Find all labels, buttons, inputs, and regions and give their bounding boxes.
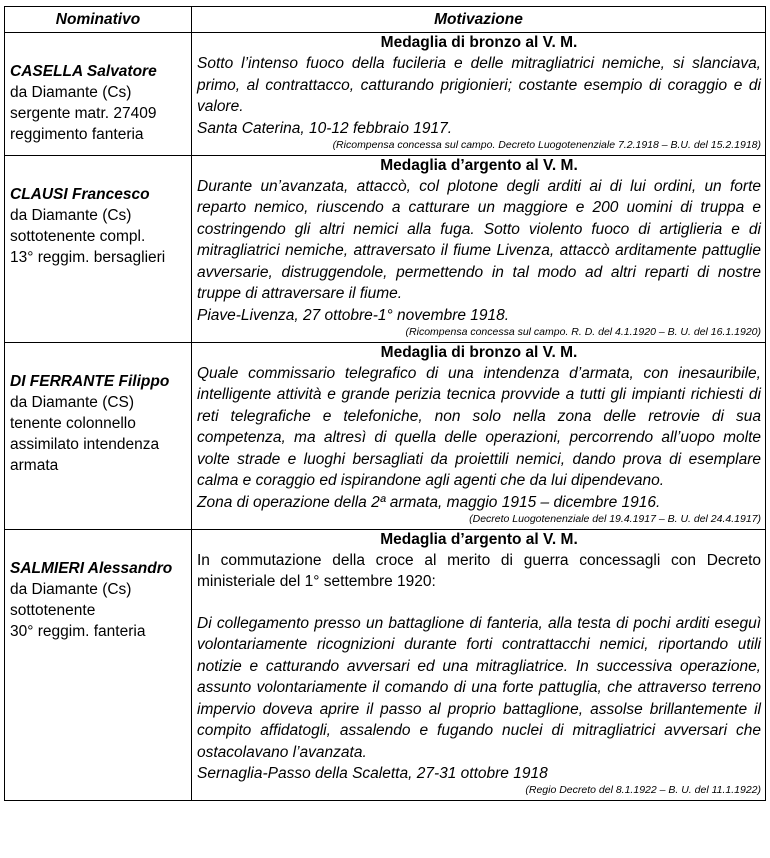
person-unit: reggimento fanteria: [10, 126, 144, 143]
person-origin: da Diamante (Cs): [10, 580, 132, 598]
motivazione-cell: [192, 342, 766, 529]
nominativo-cell: [5, 33, 192, 156]
citation-place-date: Santa Caterina, 10-12 febbraio 1917.: [197, 119, 453, 137]
table-header-row: [5, 7, 766, 33]
medal-title: Medaglia d’argento al V. M.: [380, 156, 578, 174]
decree-reference: (Ricompensa concessa sul campo. Decreto Luogotenenziale 7.2.1918 – B.U. del 15.2.1918): [332, 138, 761, 151]
person-name: SALMIERI Alessandro: [10, 559, 173, 577]
person-rank: tenente colonnello: [10, 414, 136, 432]
person-origin: da Diamante (CS): [10, 393, 135, 411]
citation-text: Durante un’avanzata, attaccò, col plotone degli arditi ai di lui ordini, un forte reparto nemico, riuscendo a catturare un maggiore e 200 uomini di truppa e costringendo gli altri nemici alla fuga. Sotto violento fuoco di artiglieria e di mitragliatrici nemiche, attraversato il fiume Livenza, attaccò arditamente pattuglie avversarie, distruggendole, permettendo in tal modo ad altri reparti di nostre truppe di attraversare il fiume.: [197, 177, 761, 302]
column-header-nominativo: Nominativo: [5, 7, 192, 33]
motivazione-cell: [192, 155, 766, 342]
nominativo-cell: [5, 342, 192, 529]
citation-text: Quale commissario telegrafico di una intendenza d’armata, con inesauribile, intelligente attività e grande perizia tecnica provvide a tutti gli impianti richiesti di reti telegrafiche e telefoniche, non solo nella zona delle retrovie di sua competenza, ma altresì di quella delle operazioni, percorrendo all’uopo molte volte strade e luoghi bersagliati da proiettili nemici, dando prova di esemplare calma e coraggio ed ispirandone agli agenti che da lui dipendevano.: [197, 364, 761, 489]
citation-place-date: Sernaglia-Passo della Scaletta, 27-31 ottobre 1918: [197, 765, 548, 782]
motivazione-cell: [192, 33, 766, 156]
person-name: DI FERRANTE Filippo: [10, 372, 170, 390]
decree-reference: (Regio Decreto del 8.1.1922 – B. U. del 11.1.1922): [525, 784, 761, 796]
table-row: [5, 342, 766, 529]
citation-intro: In commutazione della croce al merito di guerra concessagli con Decreto ministeriale del 1° settembre 1920:: [197, 551, 761, 590]
table-row: [5, 529, 766, 801]
nominativo-cell: [5, 155, 192, 342]
person-name: CASELLA Salvatore: [10, 63, 157, 80]
person-unit: 30° reggim. fanteria: [10, 622, 146, 640]
citation-text: Di collegamento presso un battaglione di fanteria, alla testa di pochi arditi eseguì volontariamente ricognizioni durante forti contrattacchi nemici, riportando utili notizie e catturando avversari ed una mitragliatrice. In successiva operazione, assunto volontariamente il comando di una forte pattuglia, che attraverso terreno impervio doveva aprire il passo al proprio battaglione, assolse brillantemente il compito affidatogli, assalendo e fugando nuclei di mitragliatrici avversari che ostacolavano l’avanzata.: [197, 614, 761, 761]
person-unit: 13° reggim. bersaglieri: [10, 248, 166, 266]
person-unit: assimilato intendenza armata: [10, 435, 160, 474]
person-rank: sergente matr. 27409: [10, 105, 157, 122]
person-rank: sottotenente compl.: [10, 227, 146, 245]
medal-title: Medaglia di bronzo al V. M.: [380, 34, 578, 51]
citation-place-date: Piave-Livenza, 27 ottobre-1° novembre 1918.: [197, 306, 510, 324]
person-name: CLAUSI Francesco: [10, 185, 150, 203]
medal-title: Medaglia d’argento al V. M.: [380, 530, 578, 548]
medal-title: Medaglia di bronzo al V. M.: [380, 343, 578, 361]
person-origin: da Diamante (Cs): [10, 84, 132, 101]
person-rank: sottotenente: [10, 601, 96, 619]
column-header-motivazione: Motivazione: [192, 7, 766, 33]
person-origin: da Diamante (Cs): [10, 206, 132, 224]
citation-text: Sotto l’intenso fuoco della fucileria e delle mitragliatrici nemiche, si slanciava, primo, al contrattacco, catturando prigionieri; costante esempio di coraggio e di valore.: [197, 55, 761, 115]
motivazione-cell: [192, 529, 766, 801]
decree-reference: (Decreto Luogotenenziale del 19.4.1917 – B. U. del 24.4.1917): [469, 512, 761, 525]
paragraph-gap: [197, 593, 761, 613]
citation-place-date: Zona di operazione della 2ª armata, maggio 1915 – dicembre 1916.: [197, 493, 661, 511]
awards-table: [4, 6, 766, 801]
decree-reference: (Ricompensa concessa sul campo. R. D. del 4.1.1920 – B. U. del 16.1.1920): [405, 325, 761, 338]
table-row: [5, 33, 766, 156]
nominativo-cell: [5, 529, 192, 801]
table-row: [5, 155, 766, 342]
